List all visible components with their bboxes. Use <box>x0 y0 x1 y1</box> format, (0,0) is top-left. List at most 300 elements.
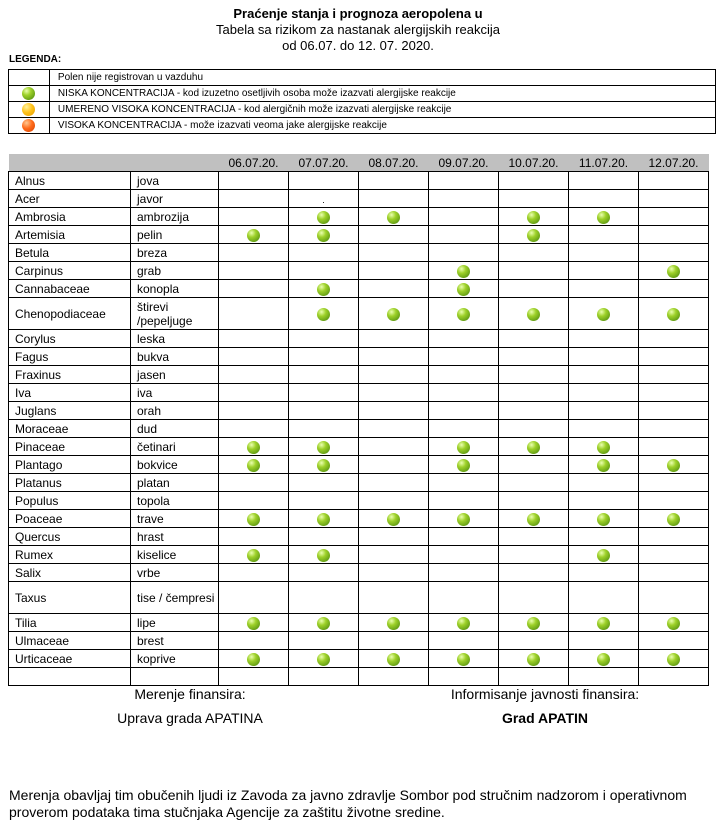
local-name-cell: štirevi /pepeljuge <box>131 298 219 330</box>
concentration-cell <box>569 528 639 546</box>
concentration-cell <box>289 650 359 668</box>
concentration-cell <box>639 438 709 456</box>
low-concentration-dot-icon <box>387 211 400 224</box>
mid-concentration-dot-icon <box>22 103 35 116</box>
low-concentration-dot-icon <box>457 459 470 472</box>
concentration-cell <box>639 456 709 474</box>
concentration-cell <box>359 420 429 438</box>
latin-name-cell <box>9 668 131 686</box>
concentration-cell <box>639 298 709 330</box>
concentration-cell <box>359 262 429 280</box>
concentration-cell <box>219 456 289 474</box>
concentration-cell <box>569 330 639 348</box>
concentration-cell <box>219 438 289 456</box>
low-concentration-dot-icon <box>317 229 330 242</box>
concentration-cell <box>499 226 569 244</box>
local-name-cell: vrbe <box>131 564 219 582</box>
latin-name-cell: Poaceae <box>9 510 131 528</box>
latin-name-cell: Moraceae <box>9 420 131 438</box>
concentration-cell <box>289 402 359 420</box>
concentration-cell <box>639 226 709 244</box>
low-concentration-dot-icon <box>527 211 540 224</box>
concentration-cell <box>499 298 569 330</box>
concentration-cell <box>639 244 709 262</box>
table-row <box>9 348 709 366</box>
information-funder: Grad APATIN <box>501 710 589 726</box>
low-concentration-dot-icon <box>597 211 610 224</box>
legend-heading: LEGENDA: <box>9 54 62 65</box>
concentration-cell <box>219 582 289 614</box>
concentration-cell <box>359 298 429 330</box>
concentration-cell <box>219 348 289 366</box>
low-concentration-dot-icon <box>527 513 540 526</box>
concentration-cell <box>219 510 289 528</box>
concentration-cell <box>499 564 569 582</box>
legend-text: UMERENO VISOKA KONCENTRACIJA - kod alergičnih može izazvati alergijske reakcije <box>49 102 715 118</box>
concentration-cell <box>639 492 709 510</box>
table-row <box>9 510 709 528</box>
concentration-cell <box>429 190 499 208</box>
concentration-cell <box>289 564 359 582</box>
latin-name-cell: Fagus <box>9 348 131 366</box>
low-concentration-dot-icon <box>247 653 260 666</box>
legend-row <box>9 102 716 118</box>
table-row <box>9 172 709 190</box>
concentration-cell <box>639 420 709 438</box>
concentration-cell <box>499 384 569 402</box>
concentration-cell <box>359 366 429 384</box>
latin-name-cell: Corylus <box>9 330 131 348</box>
concentration-cell <box>429 632 499 650</box>
low-concentration-dot-icon <box>387 308 400 321</box>
table-row <box>9 632 709 650</box>
date-header: 11.07.20. <box>569 154 639 172</box>
latin-name-cell: Betula <box>9 244 131 262</box>
latin-name-cell: Populus <box>9 492 131 510</box>
concentration-cell <box>289 366 359 384</box>
concentration-cell <box>219 564 289 582</box>
concentration-cell <box>289 456 359 474</box>
pollen-forecast-table <box>8 154 709 686</box>
local-name-cell: orah <box>131 402 219 420</box>
low-concentration-dot-icon <box>527 229 540 242</box>
concentration-cell <box>219 420 289 438</box>
concentration-cell <box>569 190 639 208</box>
local-name-cell: jova <box>131 172 219 190</box>
concentration-cell <box>289 528 359 546</box>
low-concentration-dot-icon <box>667 653 680 666</box>
local-name-cell: dud <box>131 420 219 438</box>
concentration-cell <box>289 438 359 456</box>
concentration-cell <box>429 172 499 190</box>
concentration-cell <box>569 546 639 564</box>
low-concentration-dot-icon <box>457 441 470 454</box>
concentration-cell <box>289 474 359 492</box>
concentration-cell <box>429 348 499 366</box>
latin-name-cell: Carpinus <box>9 262 131 280</box>
concentration-cell <box>639 650 709 668</box>
concentration-cell <box>429 510 499 528</box>
concentration-cell <box>289 510 359 528</box>
concentration-cell <box>429 420 499 438</box>
concentration-cell <box>569 348 639 366</box>
concentration-cell <box>359 244 429 262</box>
table-row <box>9 582 709 614</box>
table-row <box>9 280 709 298</box>
concentration-cell <box>499 262 569 280</box>
low-concentration-dot-icon <box>457 653 470 666</box>
low-concentration-dot-icon <box>317 459 330 472</box>
low-concentration-dot-icon <box>247 229 260 242</box>
concentration-cell <box>219 244 289 262</box>
legend-row <box>9 70 716 86</box>
latin-name-cell: Platanus <box>9 474 131 492</box>
low-concentration-dot-icon <box>387 513 400 526</box>
concentration-cell <box>359 384 429 402</box>
low-concentration-dot-icon <box>597 549 610 562</box>
low-concentration-dot-icon <box>597 617 610 630</box>
low-concentration-dot-icon <box>597 308 610 321</box>
legend-swatch <box>9 86 50 102</box>
latin-name-cell: Quercus <box>9 528 131 546</box>
concentration-cell <box>569 582 639 614</box>
concentration-cell <box>639 384 709 402</box>
concentration-cell <box>359 528 429 546</box>
table-row <box>9 190 709 208</box>
concentration-cell <box>499 474 569 492</box>
low-concentration-dot-icon <box>667 459 680 472</box>
low-concentration-dot-icon <box>247 513 260 526</box>
concentration-cell <box>569 510 639 528</box>
low-concentration-dot-icon <box>317 283 330 296</box>
local-name-cell: tise / čempresi <box>131 582 219 614</box>
concentration-cell <box>569 474 639 492</box>
legend-text: NISKA KONCENTRACIJA - kod izuzetno osetljivih osoba može izazvati alergijske reakcije <box>49 86 715 102</box>
legend-row <box>9 86 716 102</box>
trace-mark: . <box>322 194 325 205</box>
concentration-cell <box>289 172 359 190</box>
concentration-cell <box>219 546 289 564</box>
table-row <box>9 298 709 330</box>
concentration-cell <box>499 510 569 528</box>
concentration-cell <box>569 564 639 582</box>
concentration-cell <box>429 298 499 330</box>
concentration-cell <box>429 614 499 632</box>
concentration-cell <box>219 172 289 190</box>
concentration-cell <box>499 528 569 546</box>
concentration-cell <box>639 402 709 420</box>
concentration-cell <box>569 172 639 190</box>
table-row <box>9 420 709 438</box>
concentration-cell <box>359 614 429 632</box>
concentration-cell <box>359 456 429 474</box>
date-range: od 06.07. do 12. 07. 2020. <box>282 38 434 53</box>
table-row <box>9 366 709 384</box>
local-name-cell: hrast <box>131 528 219 546</box>
latin-name-cell: Acer <box>9 190 131 208</box>
concentration-cell <box>499 172 569 190</box>
concentration-cell <box>429 474 499 492</box>
page-subtitle: Tabela sa rizikom za nastanak alergijskih reakcija <box>216 22 500 37</box>
concentration-cell <box>569 402 639 420</box>
local-name-cell: jasen <box>131 366 219 384</box>
concentration-cell <box>359 402 429 420</box>
concentration-cell <box>499 668 569 686</box>
concentration-cell <box>569 280 639 298</box>
table-row <box>9 330 709 348</box>
date-header-row <box>9 154 709 172</box>
concentration-cell <box>219 330 289 348</box>
concentration-cell <box>359 632 429 650</box>
concentration-cell <box>219 208 289 226</box>
concentration-cell <box>569 632 639 650</box>
low-concentration-dot-icon <box>667 617 680 630</box>
concentration-cell <box>569 384 639 402</box>
date-header: 06.07.20. <box>219 154 289 172</box>
concentration-cell <box>289 348 359 366</box>
concentration-cell <box>639 632 709 650</box>
concentration-cell <box>569 456 639 474</box>
concentration-cell <box>359 546 429 564</box>
concentration-cell <box>289 244 359 262</box>
local-name-cell: iva <box>131 384 219 402</box>
low-concentration-dot-icon <box>597 441 610 454</box>
concentration-cell <box>359 492 429 510</box>
local-name-cell: topola <box>131 492 219 510</box>
low-concentration-dot-icon <box>457 513 470 526</box>
table-row <box>9 528 709 546</box>
concentration-cell <box>359 348 429 366</box>
low-concentration-dot-icon <box>317 211 330 224</box>
concentration-cell <box>639 190 709 208</box>
concentration-cell <box>429 564 499 582</box>
concentration-cell <box>289 190 359 208</box>
latin-name-cell: Chenopodiaceae <box>9 298 131 330</box>
concentration-cell <box>429 330 499 348</box>
table-row <box>9 402 709 420</box>
table-row <box>9 650 709 668</box>
concentration-cell <box>499 438 569 456</box>
concentration-cell <box>289 420 359 438</box>
table-row <box>9 438 709 456</box>
legend-swatch <box>9 118 50 134</box>
concentration-cell <box>639 262 709 280</box>
concentration-cell <box>429 226 499 244</box>
information-funder-label: Informisanje javnosti finansira: <box>450 686 640 702</box>
latin-name-cell: Tilia <box>9 614 131 632</box>
local-name-cell: ambrozija <box>131 208 219 226</box>
low-concentration-dot-icon <box>387 617 400 630</box>
concentration-cell <box>359 564 429 582</box>
concentration-cell <box>359 668 429 686</box>
low-concentration-dot-icon <box>597 653 610 666</box>
concentration-cell <box>289 492 359 510</box>
header-blank-cell <box>9 154 131 172</box>
concentration-cell <box>429 262 499 280</box>
table-row <box>9 456 709 474</box>
concentration-cell <box>219 298 289 330</box>
latin-name-cell: Fraxinus <box>9 366 131 384</box>
concentration-cell <box>219 614 289 632</box>
legend-text: Polen nije registrovan u vazduhu <box>49 70 715 86</box>
concentration-cell <box>429 366 499 384</box>
local-name-cell: javor <box>131 190 219 208</box>
concentration-cell <box>429 582 499 614</box>
latin-name-cell: Ulmaceae <box>9 632 131 650</box>
concentration-cell <box>499 348 569 366</box>
concentration-cell <box>569 492 639 510</box>
high-concentration-dot-icon <box>22 119 35 132</box>
concentration-cell <box>219 262 289 280</box>
table-row <box>9 492 709 510</box>
concentration-cell <box>429 244 499 262</box>
concentration-cell <box>499 190 569 208</box>
concentration-cell <box>639 208 709 226</box>
concentration-cell <box>219 650 289 668</box>
concentration-cell <box>289 632 359 650</box>
latin-name-cell: Artemisia <box>9 226 131 244</box>
concentration-cell <box>639 348 709 366</box>
concentration-cell <box>499 582 569 614</box>
concentration-cell <box>639 280 709 298</box>
concentration-cell <box>289 226 359 244</box>
concentration-cell <box>219 632 289 650</box>
concentration-cell <box>289 582 359 614</box>
local-name-cell: koprive <box>131 650 219 668</box>
concentration-cell <box>499 492 569 510</box>
local-name-cell: platan <box>131 474 219 492</box>
concentration-cell <box>359 510 429 528</box>
local-name-cell: bokvice <box>131 456 219 474</box>
concentration-cell <box>289 668 359 686</box>
concentration-cell <box>429 650 499 668</box>
concentration-cell <box>499 632 569 650</box>
concentration-cell <box>359 190 429 208</box>
concentration-cell <box>429 528 499 546</box>
table-row <box>9 226 709 244</box>
concentration-cell <box>429 438 499 456</box>
legend-row <box>9 118 716 134</box>
concentration-cell <box>639 510 709 528</box>
low-concentration-dot-icon <box>527 308 540 321</box>
measurement-funder-label: Merenje finansira: <box>134 686 246 702</box>
concentration-cell <box>639 366 709 384</box>
concentration-cell <box>219 402 289 420</box>
concentration-cell <box>359 172 429 190</box>
concentration-cell <box>499 330 569 348</box>
local-name-cell: grab <box>131 262 219 280</box>
concentration-cell <box>499 614 569 632</box>
table-row <box>9 244 709 262</box>
concentration-cell <box>569 438 639 456</box>
concentration-cell <box>289 262 359 280</box>
concentration-cell <box>639 528 709 546</box>
concentration-cell <box>429 280 499 298</box>
concentration-cell <box>219 474 289 492</box>
low-concentration-dot-icon <box>667 265 680 278</box>
concentration-cell <box>569 420 639 438</box>
local-name-cell: brest <box>131 632 219 650</box>
low-concentration-dot-icon <box>247 549 260 562</box>
table-row <box>9 474 709 492</box>
concentration-cell <box>639 668 709 686</box>
low-concentration-dot-icon <box>457 283 470 296</box>
concentration-cell <box>359 474 429 492</box>
latin-name-cell: Salix <box>9 564 131 582</box>
low-concentration-dot-icon <box>457 265 470 278</box>
low-concentration-dot-icon <box>387 653 400 666</box>
local-name-cell: četinari <box>131 438 219 456</box>
concentration-cell <box>639 564 709 582</box>
concentration-cell <box>289 280 359 298</box>
footer-note: Merenja obavljaj tim obučenih ljudi iz Zavoda za javno zdravlje Sombor pod stručnim nadzorom i operativnom proverom podataka tima stučnjaka Agencije za zaštitu životne sredine. <box>9 787 687 820</box>
low-concentration-dot-icon <box>527 617 540 630</box>
local-name-cell: trave <box>131 510 219 528</box>
concentration-cell <box>499 420 569 438</box>
concentration-cell <box>289 208 359 226</box>
concentration-cell <box>639 474 709 492</box>
concentration-cell <box>429 546 499 564</box>
local-name-cell: kiselice <box>131 546 219 564</box>
low-concentration-dot-icon <box>457 308 470 321</box>
latin-name-cell: Plantago <box>9 456 131 474</box>
concentration-cell <box>639 582 709 614</box>
legend-text: VISOKA KONCENTRACIJA - može izazvati veoma jake alergijske reakcije <box>49 118 715 134</box>
table-row <box>9 208 709 226</box>
latin-name-cell: Urticaceae <box>9 650 131 668</box>
concentration-cell <box>219 668 289 686</box>
concentration-cell <box>499 280 569 298</box>
concentration-cell <box>429 208 499 226</box>
low-concentration-dot-icon <box>22 87 35 100</box>
concentration-cell <box>429 384 499 402</box>
date-header: 08.07.20. <box>359 154 429 172</box>
low-concentration-dot-icon <box>317 617 330 630</box>
low-concentration-dot-icon <box>667 308 680 321</box>
latin-name-cell: Iva <box>9 384 131 402</box>
low-concentration-dot-icon <box>527 441 540 454</box>
low-concentration-dot-icon <box>317 549 330 562</box>
concentration-cell <box>289 614 359 632</box>
table-row <box>9 564 709 582</box>
concentration-cell <box>569 366 639 384</box>
low-concentration-dot-icon <box>317 513 330 526</box>
low-concentration-dot-icon <box>317 441 330 454</box>
concentration-cell <box>359 582 429 614</box>
concentration-cell <box>429 492 499 510</box>
concentration-cell <box>499 366 569 384</box>
low-concentration-dot-icon <box>247 441 260 454</box>
latin-name-cell: Ambrosia <box>9 208 131 226</box>
concentration-cell <box>359 330 429 348</box>
concentration-cell <box>639 172 709 190</box>
table-row <box>9 668 709 686</box>
concentration-cell <box>499 244 569 262</box>
low-concentration-dot-icon <box>247 617 260 630</box>
concentration-cell <box>289 330 359 348</box>
concentration-cell <box>359 650 429 668</box>
low-concentration-dot-icon <box>667 513 680 526</box>
concentration-cell <box>569 208 639 226</box>
date-header: 10.07.20. <box>499 154 569 172</box>
measurement-funder: Uprava grada APATINA <box>117 710 263 726</box>
concentration-cell <box>219 280 289 298</box>
concentration-cell <box>639 614 709 632</box>
table-row <box>9 384 709 402</box>
legend-swatch <box>9 102 50 118</box>
concentration-cell <box>359 438 429 456</box>
concentration-cell <box>499 456 569 474</box>
